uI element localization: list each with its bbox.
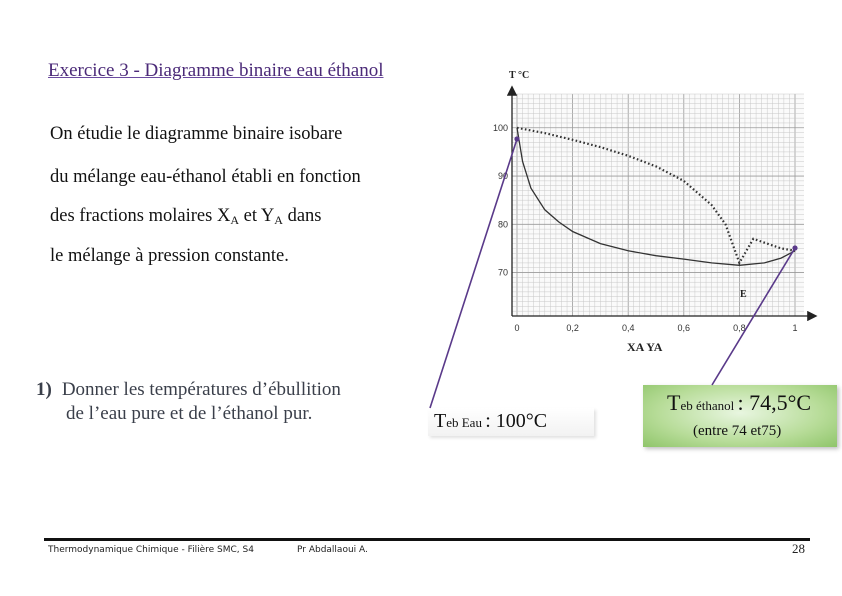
answer-water-value: : 100°C bbox=[485, 410, 548, 432]
subscript-a: A bbox=[230, 213, 239, 227]
water-point-marker bbox=[514, 136, 519, 141]
answer-water-sub: eb Eau bbox=[446, 415, 486, 430]
y-tick-label: 90 bbox=[497, 171, 508, 182]
intro-text: des fractions molaires X bbox=[50, 206, 231, 226]
x-tick-label: 0,6 bbox=[677, 323, 691, 333]
intro-line-1: On étudie le diagramme binaire isobare bbox=[50, 124, 343, 144]
page-number: 28 bbox=[792, 541, 805, 556]
answer-ethanol-t: T bbox=[667, 390, 681, 415]
answer-water-t: T bbox=[434, 410, 447, 432]
question-line-1: Donner les températures d’ébullition bbox=[61, 379, 341, 400]
ethanol-point-marker bbox=[792, 245, 797, 250]
footer-course: Thermodynamique Chimique - Filière SMC, S4 bbox=[48, 545, 254, 555]
x-tick-label: 0,2 bbox=[566, 323, 579, 333]
y-axis-label: T °C bbox=[509, 70, 530, 81]
y-tick-label: 80 bbox=[497, 219, 508, 230]
x-tick-label: 0 bbox=[514, 323, 520, 333]
question-number: 1) bbox=[36, 379, 52, 400]
intro-line-2: du mélange eau-éthanol établi en fonction bbox=[50, 167, 361, 187]
intro-text: dans bbox=[282, 206, 322, 226]
x-axis-label: XA YA bbox=[627, 340, 663, 354]
azeotrope-label: E bbox=[740, 289, 747, 300]
footer-author: Pr Abdallaoui A. bbox=[297, 545, 368, 555]
answer-ethanol-value: : 74,5°C bbox=[737, 390, 812, 415]
y-tick-label: 100 bbox=[492, 122, 508, 133]
question-line-2: de l’eau pure et de l’éthanol pur. bbox=[66, 403, 313, 424]
x-tick-label: 0,8 bbox=[733, 323, 746, 333]
intro-line-4: le mélange à pression constante. bbox=[50, 246, 289, 266]
footer-rule bbox=[44, 538, 810, 541]
answer-ethanol-note: (entre 74 et75) bbox=[693, 423, 782, 439]
x-tick-label: 1 bbox=[792, 323, 798, 333]
x-tick-label: 0,4 bbox=[621, 323, 635, 333]
subscript-a: A bbox=[274, 213, 283, 227]
page-title: Exercice 3 - Diagramme binaire eau éthanol bbox=[48, 60, 384, 81]
answer-ethanol-sub: eb éthanol bbox=[680, 398, 738, 413]
y-tick-label: 70 bbox=[497, 267, 508, 278]
intro-text: et Y bbox=[239, 206, 275, 226]
